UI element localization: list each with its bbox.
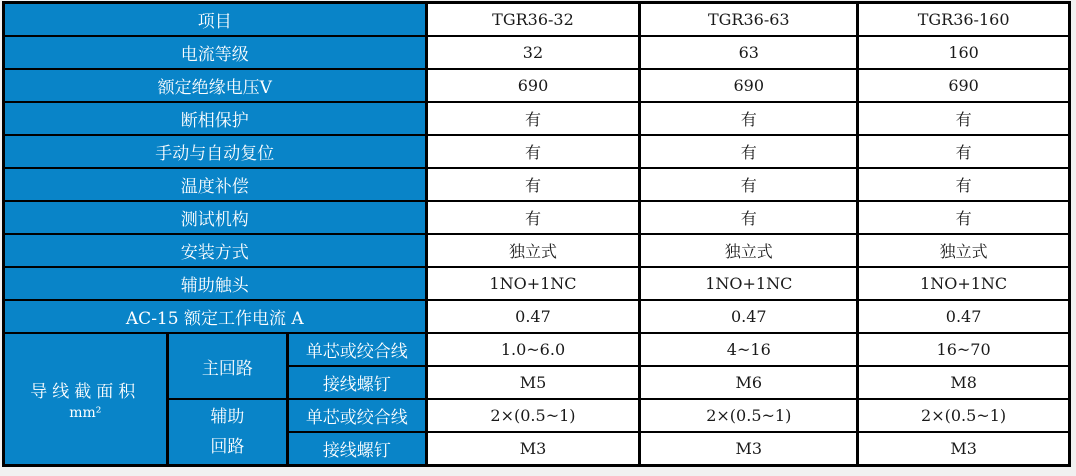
table-row-ac15-rated-current [4, 300, 1070, 333]
row-label: 温度补偿 [4, 168, 427, 201]
table-row-phase-failure-protection [4, 102, 1070, 135]
header-label-cell: 项目 [4, 3, 427, 37]
column-header-tgr36-63: TGR36-63 [640, 3, 858, 37]
cell-value: 独立式 [640, 234, 858, 267]
cell-value: 63 [640, 36, 858, 69]
row-label: 单芯或绞合线 [288, 399, 427, 432]
row-label: 辅助触头 [4, 267, 427, 300]
table-row-mounting-type [4, 234, 1070, 267]
row-label: 额定绝缘电压V [4, 69, 427, 102]
table-row-temperature-compensation [4, 168, 1070, 201]
table-row-insulation-voltage [4, 69, 1070, 102]
row-label: 接线螺钉 [288, 366, 427, 399]
row-label: 电流等级 [4, 36, 427, 69]
table-row-auxiliary-contacts [4, 267, 1070, 300]
cell-value: 160 [858, 36, 1070, 69]
cell-value: 有 [858, 168, 1070, 201]
table-row-manual-auto-reset [4, 135, 1070, 168]
row-label: 测试机构 [4, 201, 427, 234]
cell-value: 独立式 [426, 234, 640, 267]
cell-value: 有 [640, 201, 858, 234]
cell-value: 1NO+1NC [640, 267, 858, 300]
cell-value: M3 [858, 432, 1070, 466]
row-label: AC-15 额定工作电流 A [4, 300, 427, 333]
wire-section-unit: mm² [69, 405, 102, 421]
aux-circuit-label-line1: 辅助 [210, 407, 245, 427]
table-row-main-circuit-wire [4, 333, 1070, 366]
cell-value: 有 [858, 135, 1070, 168]
row-label: 断相保护 [4, 102, 427, 135]
main-circuit-label: 主回路 [167, 333, 287, 399]
cell-value: M5 [426, 366, 640, 399]
cell-value: 1NO+1NC [858, 267, 1070, 300]
cell-value: 有 [426, 201, 640, 234]
cell-value: 有 [426, 168, 640, 201]
wire-section-title: 导线截面积 [30, 382, 141, 402]
cell-value: M3 [640, 432, 858, 466]
cell-value: 2×(0.5~1) [858, 399, 1070, 432]
column-header-tgr36-32: TGR36-32 [426, 3, 640, 37]
wire-section-group-label [4, 333, 168, 466]
cell-value: 1.0~6.0 [426, 333, 640, 366]
cell-value: 690 [426, 69, 640, 102]
cell-value: 32 [426, 36, 640, 69]
cell-value: 0.47 [858, 300, 1070, 333]
cell-value: 有 [426, 102, 640, 135]
row-label: 单芯或绞合线 [288, 333, 427, 366]
cell-value: 有 [640, 102, 858, 135]
cell-value: 有 [858, 201, 1070, 234]
cell-value: 4~16 [640, 333, 858, 366]
cell-value: 2×(0.5~1) [426, 399, 640, 432]
row-label: 接线螺钉 [288, 432, 427, 466]
table-row-current-rating [4, 36, 1070, 69]
aux-circuit-label-line2: 回路 [210, 437, 245, 457]
cell-value: 有 [640, 168, 858, 201]
cell-value: 有 [640, 135, 858, 168]
cell-value: 有 [426, 135, 640, 168]
cell-value: 16~70 [858, 333, 1070, 366]
cell-value: 0.47 [426, 300, 640, 333]
row-label: 安装方式 [4, 234, 427, 267]
cell-value: 独立式 [858, 234, 1070, 267]
row-label: 手动与自动复位 [4, 135, 427, 168]
cell-value: 2×(0.5~1) [640, 399, 858, 432]
table-row-header [4, 3, 1070, 37]
cell-value: 0.47 [640, 300, 858, 333]
cell-value: 690 [640, 69, 858, 102]
spec-table [2, 1, 1071, 467]
table-row-test-mechanism [4, 201, 1070, 234]
column-header-tgr36-160: TGR36-160 [858, 3, 1070, 37]
cell-value: 1NO+1NC [426, 267, 640, 300]
aux-circuit-label [167, 399, 287, 466]
cell-value: 有 [858, 102, 1070, 135]
cell-value: M3 [426, 432, 640, 466]
cell-value: M6 [640, 366, 858, 399]
cell-value: M8 [858, 366, 1070, 399]
cell-value: 690 [858, 69, 1070, 102]
